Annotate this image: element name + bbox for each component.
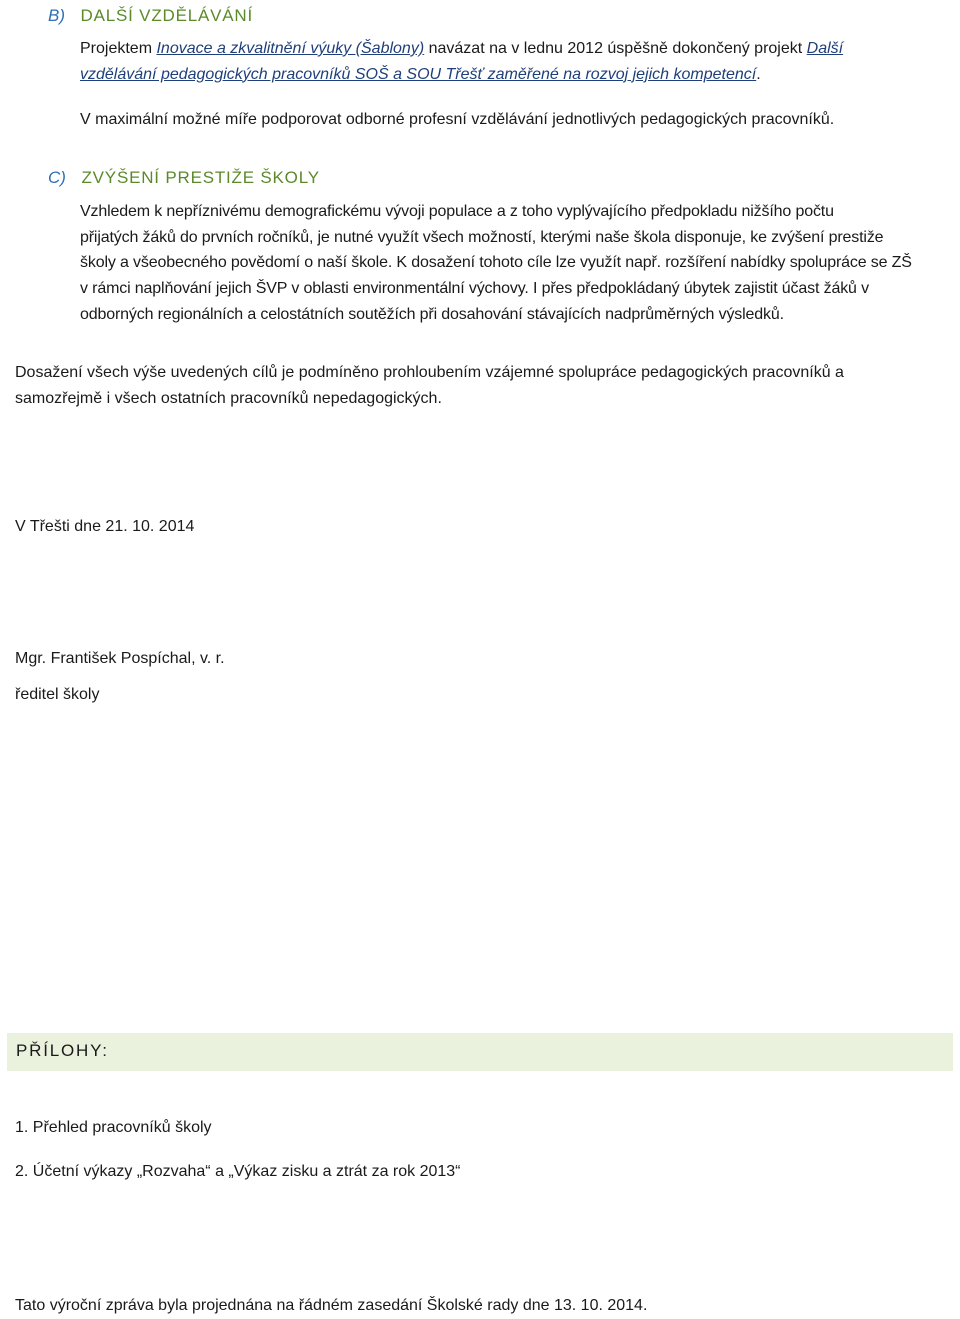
section-c-line: školy a všeobecného povědomí o naší škole. K dosažení tohoto cíle lze využít např. rozšíření nabídky spolupráce se ZŠ	[80, 254, 912, 272]
section-b-line-1	[80, 36, 940, 62]
section-c-line: odborných regionálních a celostátních soutěžích při dosahování stávajících nadprůměrných výsledků.	[80, 305, 784, 323]
date-line: V Třešti dne 21. 10. 2014	[15, 518, 195, 535]
section-c-line: v rámci naplňování jejich ŠVP v oblasti environmentální výchovy. I přes předpokládaný úbytek zajistit účast žáků v	[80, 280, 869, 298]
conclusion-paragraph	[15, 360, 945, 411]
section-c-letter: C)	[48, 168, 66, 187]
section-b-paragraph-2	[80, 107, 950, 133]
section-c-paragraph	[80, 199, 955, 328]
conclusion-line: samozřejmě i všech ostatních pracovníků nepedagogických.	[15, 389, 442, 407]
section-b-line-2	[80, 62, 940, 88]
section-b-paragraph-1	[80, 36, 940, 87]
section-b-prefix: Projektem	[80, 40, 157, 57]
conclusion-line: Dosažení všech výše uvedených cílů je podmíněno prohloubením vzájemné spolupráce pedagogických pracovníků a	[15, 364, 844, 381]
footer-note: Tato výroční zpráva byla projednána na řádném zasedání Školské rady dne 13. 10. 2014.	[15, 1297, 648, 1314]
project-name-dalsi-start: Další	[806, 40, 844, 57]
section-c-title: ZVÝŠENÍ PRESTIŽE ŠKOLY	[81, 168, 320, 187]
section-c-line: přijatých žáků do prvních ročníků, je nutné využít všech možností, kterými naše škola disponuje, ke zvýšení prestiže	[80, 228, 884, 246]
section-c-line: Vzhledem k nepříznivému demografickému vývoji populace a z toho vyplývajícího předpokladu nižšího počtu	[80, 203, 834, 220]
appendices-heading-band	[7, 1033, 953, 1071]
signature-role: ředitel školy	[15, 686, 100, 703]
appendix-item: 1. Přehled pracovníků školy	[15, 1119, 212, 1136]
appendix-item: 2. Účetní výkazy „Rozvaha“ a „Výkaz zisku a ztrát za rok 2013“	[15, 1163, 461, 1180]
project-name-dalsi-rest: vzdělávání pedagogických pracovníků SOŠ a SOU Třešť zaměřené na rozvoj jejich kompetencí	[80, 65, 757, 83]
section-b-line-2-end: .	[756, 65, 761, 83]
signature-name: Mgr. František Pospíchal, v. r.	[15, 650, 225, 667]
section-b-title: DALŠÍ VZDĚLÁVÁNÍ	[80, 6, 253, 25]
section-b-middle: navázat na v lednu 2012 úspěšně dokončený projekt	[424, 40, 807, 57]
section-b-heading	[48, 6, 253, 26]
appendices-title: PŘÍLOHY:	[16, 1041, 109, 1060]
section-b-letter: B)	[48, 6, 65, 25]
project-name-sablony: Inovace a zkvalitnění výuky (Šablony)	[156, 40, 425, 57]
section-b-paragraph-2-text: V maximální možné míře podporovat odborné profesní vzdělávání jednotlivých pedagogických pracovníků.	[80, 111, 835, 128]
section-c-heading	[48, 168, 320, 188]
